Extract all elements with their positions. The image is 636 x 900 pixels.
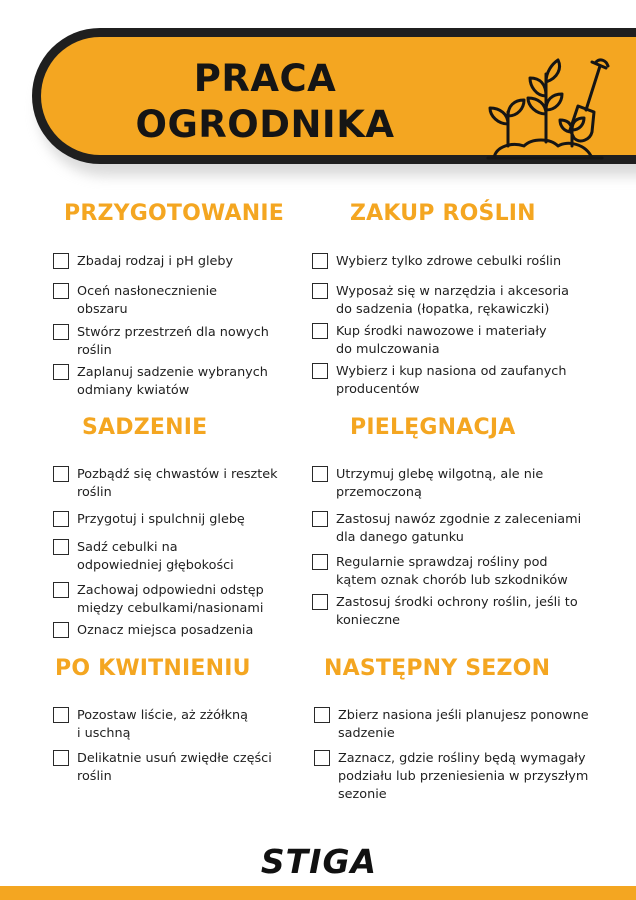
checkbox[interactable] [53, 622, 69, 638]
checkbox[interactable] [312, 253, 328, 269]
checklist-item-label: Zbierz nasiona jeśli planujesz ponowne sadzenie [338, 708, 589, 741]
checklist-item[interactable] [53, 466, 278, 502]
checklist-item[interactable] [312, 323, 547, 359]
checklist-item[interactable] [53, 253, 233, 271]
checkbox[interactable] [312, 363, 328, 379]
checklist-item[interactable] [312, 253, 561, 271]
checklist-item-label: Wyposaż się w narzędzia i akcesoria do sadzenia (łopatka, rękawiczki) [336, 284, 569, 317]
checkbox[interactable] [53, 283, 69, 299]
checkbox[interactable] [53, 364, 69, 380]
page-title-line1: PRACA [193, 57, 337, 100]
checklist-item-label: Wybierz tylko zdrowe cebulki roślin [336, 254, 562, 269]
checklist-item-label: Oznacz miejsca posadzenia [77, 623, 254, 638]
checklist-item-label: Przygotuj i spulchnij glebę [77, 512, 245, 527]
checkbox[interactable] [53, 253, 69, 269]
checklist-item[interactable] [312, 594, 578, 630]
checklist-item-label: Pozostaw liście, aż zżółkną i uschną [77, 708, 248, 741]
checklist-item[interactable] [314, 707, 589, 743]
checkbox[interactable] [314, 707, 330, 723]
checklist-item-label: Zaznacz, gdzie rośliny będą wymagały podziału lub przeniesienia w przyszłym sezonie [338, 751, 589, 802]
checklist-item[interactable] [53, 750, 272, 786]
checklist-item-label: Stwórz przestrzeń dla nowych roślin [77, 325, 269, 358]
checkbox[interactable] [53, 511, 69, 527]
stiga-logo [244, 843, 394, 877]
checklist-item-label: Zaplanuj sadzenie wybranych odmiany kwiatów [77, 365, 268, 398]
gardening-plants-shovel-icon [474, 54, 614, 166]
brand-name: STIGA [260, 843, 378, 877]
footer-bar [0, 886, 636, 900]
checkbox[interactable] [312, 466, 328, 482]
checklist-item[interactable] [312, 283, 569, 319]
checklist-item-label: Utrzymuj glebę wilgotną, ale nie przemoczoną [336, 467, 544, 500]
section-title-przygotowanie: PRZYGOTOWANIE [64, 201, 284, 226]
checklist-item-label: Kup środki nawozowe i materiały do mulczowania [336, 324, 547, 357]
checkbox[interactable] [53, 324, 69, 340]
checklist-item-label: Pozbądź się chwastów i resztek roślin [77, 467, 278, 500]
checklist-item[interactable] [53, 283, 217, 319]
checkbox[interactable] [312, 323, 328, 339]
checkbox[interactable] [53, 707, 69, 723]
checklist-item-label: Zastosuj nawóz zgodnie z zaleceniami dla danego gatunku [336, 512, 582, 545]
checklist-item[interactable] [53, 511, 245, 529]
checklist-item-label: Sadź cebulki na odpowiedniej głębokości [77, 540, 234, 573]
checklist-item[interactable] [53, 364, 268, 400]
checkbox[interactable] [314, 750, 330, 766]
checklist-item[interactable] [53, 707, 248, 743]
checklist-item[interactable] [53, 582, 264, 618]
checklist-item-label: Zastosuj środki ochrony roślin, jeśli to konieczne [336, 595, 578, 628]
checkbox[interactable] [53, 582, 69, 598]
checkbox[interactable] [312, 594, 328, 610]
checklist-item-label: Oceń nasłonecznienie obszaru [77, 284, 218, 317]
section-title-po-kwitnieniu: PO KWITNIENIU [55, 656, 251, 681]
checkbox[interactable] [312, 511, 328, 527]
checklist-item[interactable] [312, 511, 581, 547]
page-title [100, 56, 430, 148]
checklist-item-label: Zachowaj odpowiedni odstęp między cebulkami/nasionami [77, 583, 264, 616]
checklist-item[interactable] [53, 539, 234, 575]
checkbox[interactable] [53, 539, 69, 555]
checklist-item[interactable] [53, 622, 253, 640]
checklist-item[interactable] [314, 750, 588, 804]
checklist-item[interactable] [312, 554, 568, 590]
section-title-nastepny-sezon: NASTĘPNY SEZON [324, 656, 551, 681]
checklist-item-label: Wybierz i kup nasiona od zaufanych producentów [336, 364, 567, 397]
checklist-item-label: Zbadaj rodzaj i pH gleby [77, 254, 234, 269]
checklist-item[interactable] [312, 363, 566, 399]
checklist-item[interactable] [312, 466, 543, 502]
checklist-item-label: Regularnie sprawdzaj rośliny pod kątem oznak chorób lub szkodników [336, 555, 568, 588]
checkbox[interactable] [53, 750, 69, 766]
checkbox[interactable] [312, 554, 328, 570]
checklist-item-label: Delikatnie usuń zwiędłe części roślin [77, 751, 272, 784]
checklist-item[interactable] [53, 324, 269, 360]
page-title-line2: OGRODNIKA [135, 103, 395, 146]
checkbox[interactable] [312, 283, 328, 299]
section-title-zakup-roslin: ZAKUP ROŚLIN [350, 201, 536, 226]
section-title-sadzenie: SADZENIE [82, 415, 208, 440]
checkbox[interactable] [53, 466, 69, 482]
section-title-pielegnacja: PIELĘGNACJA [350, 415, 516, 440]
